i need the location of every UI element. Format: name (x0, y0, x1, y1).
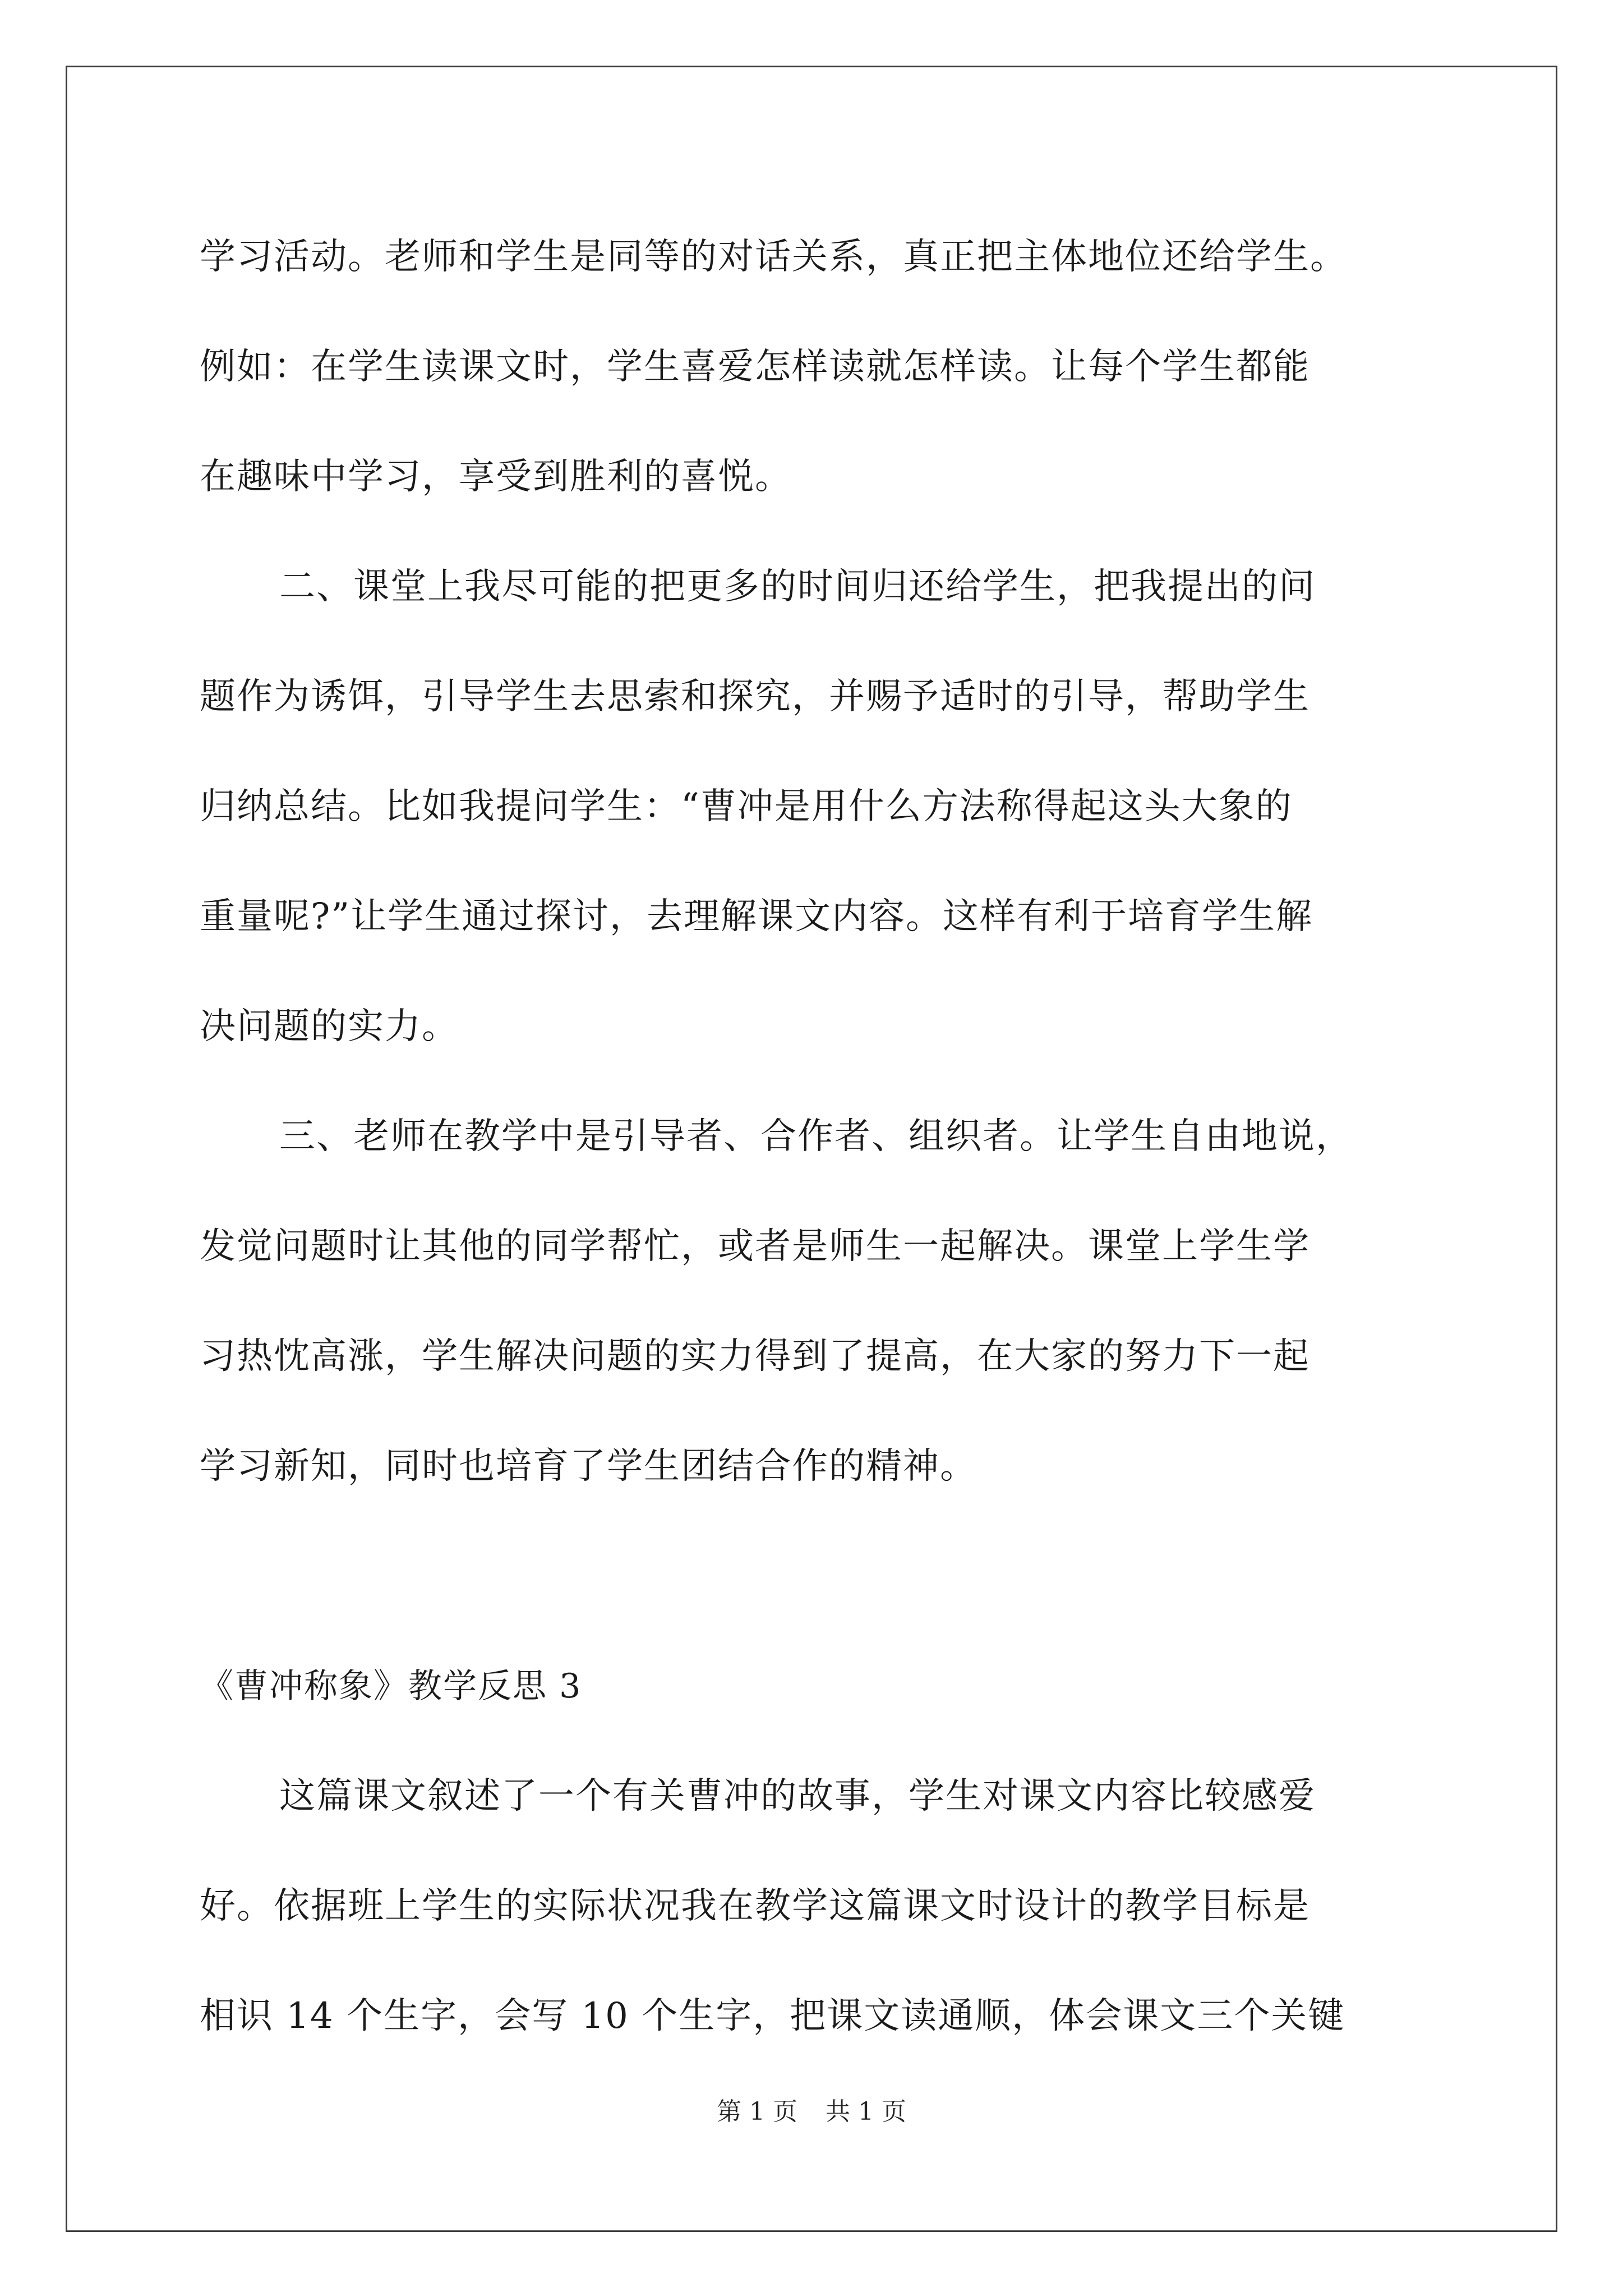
paragraph (200, 532, 1433, 1082)
text-line: 二、课堂上我尽可能的把更多的时间归还给学生，把我提出的问 (279, 566, 1316, 608)
page-total: 共 1 页 (826, 2097, 906, 2126)
document-body (200, 202, 1433, 2071)
page-footer (0, 2095, 1623, 2129)
text-line: 好。依据班上学生的实际状况我在教学这篇课文时设计的教学目标是 (200, 1885, 1310, 1927)
text-line: 三、老师在教学中是引导者、合作者、组织者。让学生自由地说， (279, 1116, 1353, 1157)
paragraph (200, 202, 1433, 532)
text-line: 这篇课文叙述了一个有关曹冲的故事，学生对课文内容比较感爱 (279, 1775, 1316, 1817)
text-line: 例如：在学生读课文时，学生喜爱怎样读就怎样读。让每个学生都能 (200, 346, 1310, 388)
text-line: 相识 14 个生字，会写 10 个生字，把课文读通顺，体会课文三个关键 (200, 1995, 1345, 2037)
page-number: 第 1 页 (717, 2097, 797, 2126)
text-line: 在趣味中学习，享受到胜利的喜悦。 (200, 456, 792, 498)
text-line: 归纳总结。比如我提问学生：“曹冲是用什么方法称得起这头大象的 (200, 786, 1293, 827)
text-line: 题作为诱饵，引导学生去思索和探究，并赐予适时的引导，帮助学生 (200, 676, 1310, 717)
text-line: 学习活动。老师和学生是同等的对话关系，真正把主体地位还给学生。 (200, 236, 1347, 278)
paragraph (200, 1082, 1433, 1521)
paragraph (200, 1741, 1433, 2071)
text-line: 习热忱高涨，学生解决问题的实力得到了提高，在大家的努力下一起 (200, 1336, 1310, 1377)
text-line: 学习新知，同时也培育了学生团结合作的精神。 (200, 1446, 977, 1487)
section-heading: 《曹冲称象》教学反思 3 (200, 1667, 582, 1706)
text-line: 发觉问题时让其他的同学帮忙，或者是师生一起解决。课堂上学生学 (200, 1226, 1310, 1267)
text-line: 决问题的实力。 (200, 1006, 459, 1047)
text-line: 重量呢?”让学生通过探讨，去理解课文内容。这样有利于培育学生解 (200, 896, 1313, 937)
